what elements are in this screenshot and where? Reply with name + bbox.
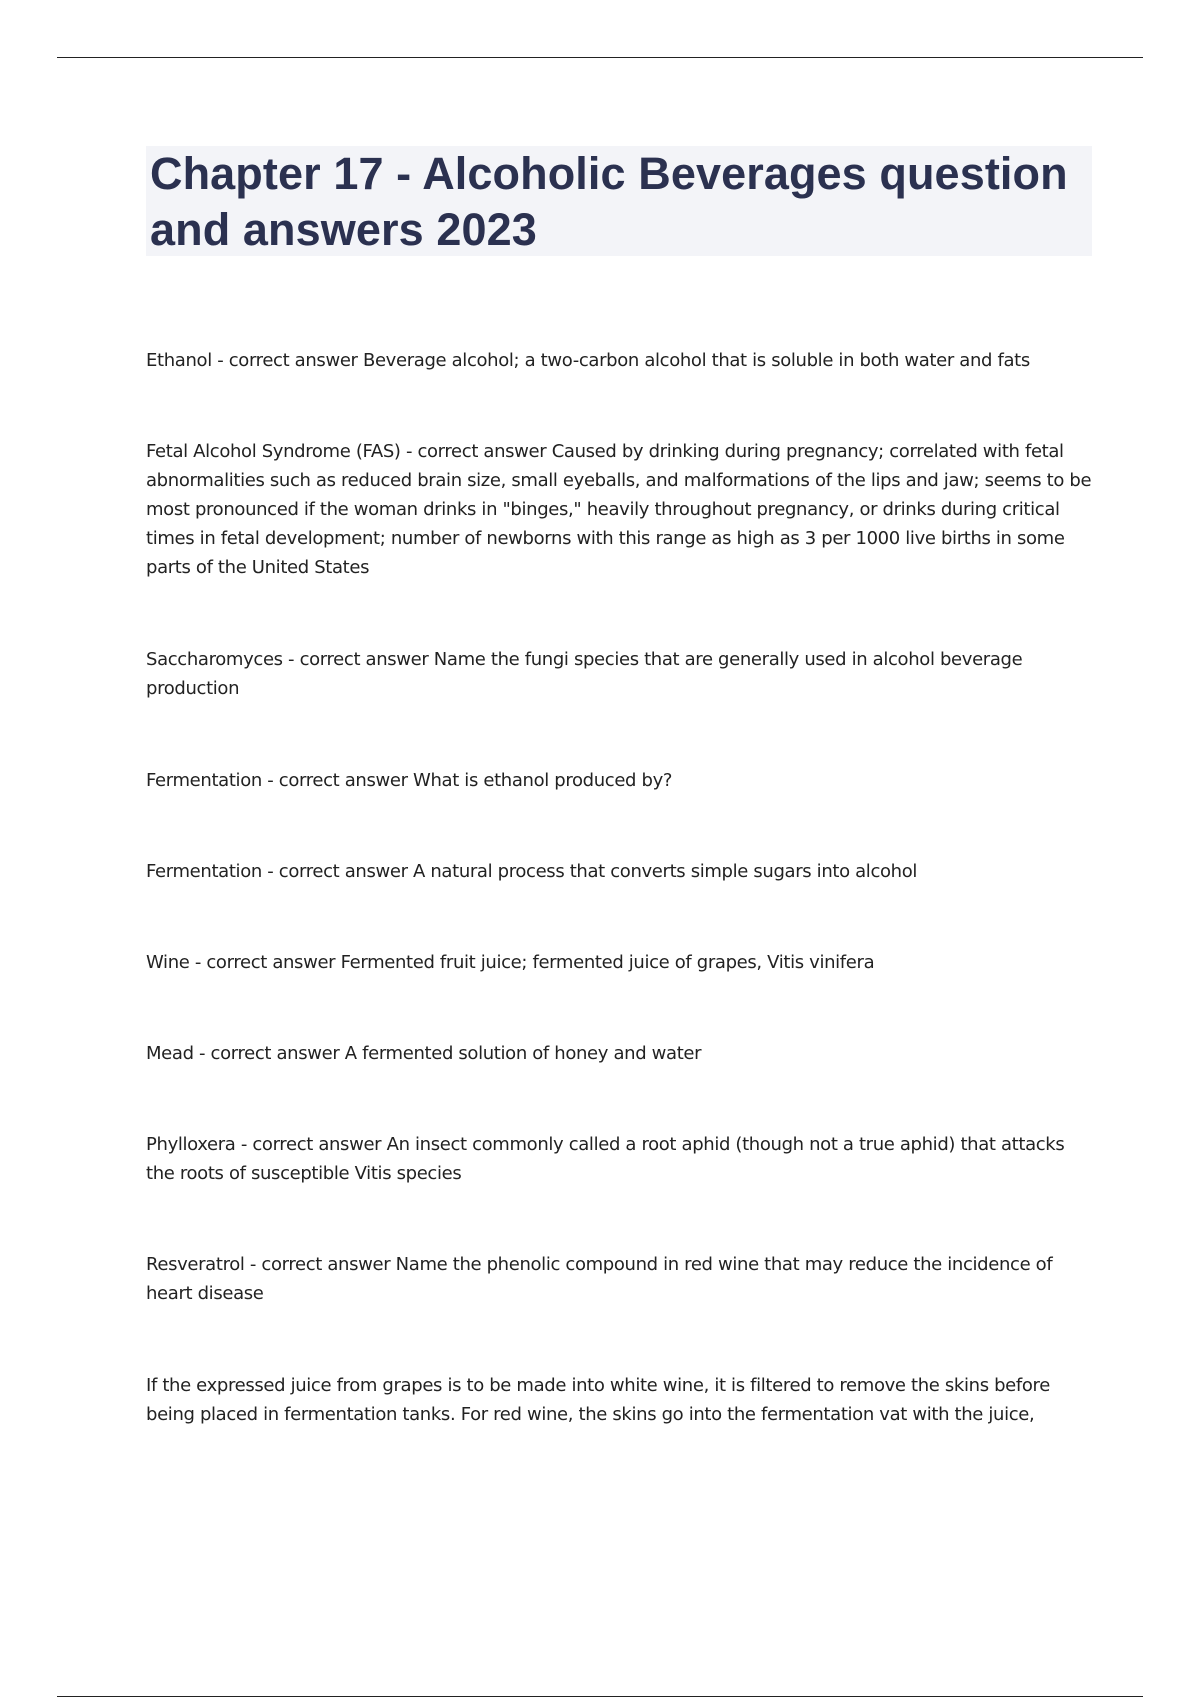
entry-phylloxera: Phylloxera - correct answer An insect commonly called a root aphid (though not a true aphid) that attacks the roots of susceptible Vitis species <box>146 1134 1065 1184</box>
document-title: Chapter 17 - Alcoholic Beverages question and answers 2023 <box>150 148 1068 255</box>
bottom-rule <box>57 1696 1143 1697</box>
top-rule <box>57 57 1143 58</box>
entry-mead: Mead - correct answer A fermented solution of honey and water <box>146 1043 702 1064</box>
entry-fetal-alcohol-syndrome: Fetal Alcohol Syndrome (FAS) - correct answer Caused by drinking during pregnancy; correlated with fetal abnormalities such as reduced brain size, small eyeballs, and malformations of the lips and jaw; seems to be most pronounced if the woman drinks in "binges," heavily throughout pregnancy, or drinks during critical times in fetal development; number of newborns with this range as high as 3 per 1000 live births in some parts of the United States <box>146 441 1092 578</box>
entry-wine: Wine - correct answer Fermented fruit juice; fermented juice of grapes, Vitis vinifera <box>146 952 875 973</box>
entry-resveratrol: Resveratrol - correct answer Name the phenolic compound in red wine that may reduce the incidence of heart disease <box>146 1254 1053 1304</box>
entry-white-red-wine: If the expressed juice from grapes is to be made into white wine, it is filtered to remove the skins before being placed in fermentation tanks. For red wine, the skins go into the fermentation vat with the juice, <box>146 1375 1050 1425</box>
title-block <box>146 146 1092 256</box>
entry-fermentation-question: Fermentation - correct answer What is ethanol produced by? <box>146 770 673 791</box>
entry-fermentation-definition: Fermentation - correct answer A natural process that converts simple sugars into alcohol <box>146 861 918 882</box>
entry-ethanol: Ethanol - correct answer Beverage alcohol; a two-carbon alcohol that is soluble in both water and fats <box>146 350 1030 371</box>
entry-saccharomyces: Saccharomyces - correct answer Name the fungi species that are generally used in alcohol beverage production <box>146 649 1023 699</box>
